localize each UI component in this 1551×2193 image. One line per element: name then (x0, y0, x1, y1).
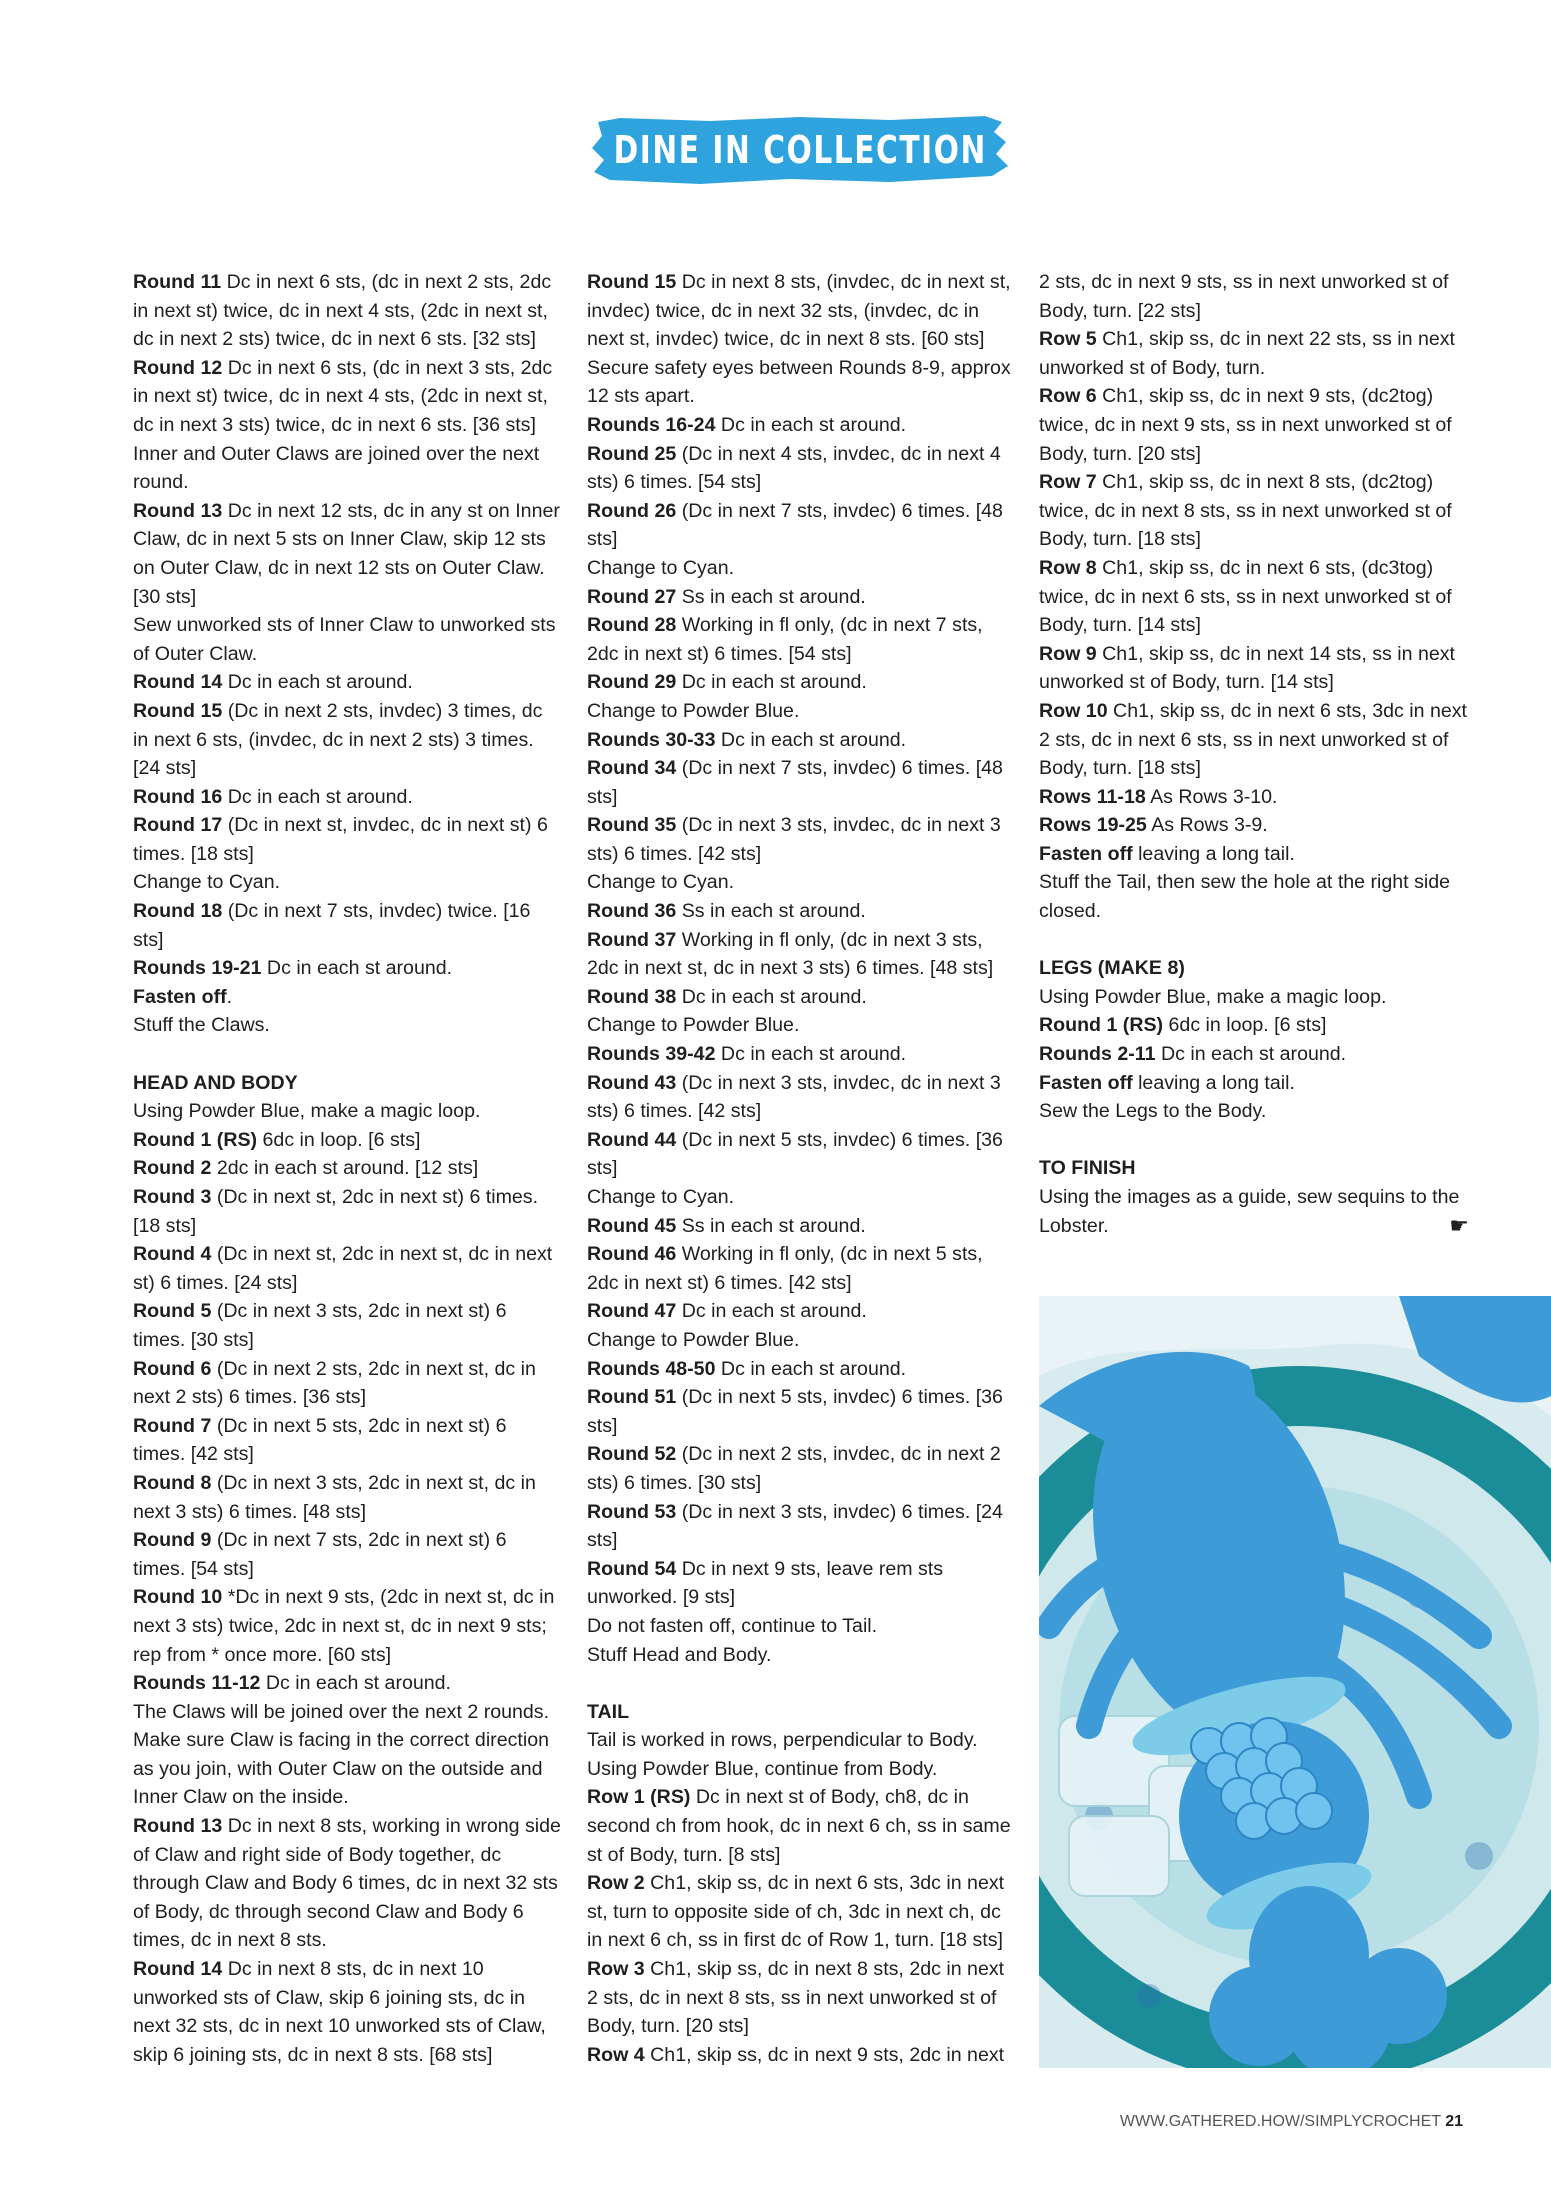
instruction-line (133, 1412, 563, 1469)
step-text: Using Powder Blue, make a magic loop. (133, 1100, 481, 1123)
step-text: Tail is worked in rows, perpendicular to Body. (587, 1729, 978, 1752)
step-text: Dc in each st around. (676, 985, 867, 1008)
instruction-line (587, 1240, 1017, 1297)
step-label: Rounds 48-50 (587, 1357, 716, 1380)
instruction-line (587, 497, 1017, 554)
instruction-line (1039, 697, 1469, 783)
step-text: Dc in each st around. (1155, 1043, 1347, 1066)
step-label: Row 6 (1039, 385, 1097, 408)
instruction-line (1039, 268, 1469, 325)
step-text: Dc in next 8 sts, (invdec, dc in next st, invdec) twice, dc in next 32 sts, (invdec, dc in next st, invdec) twice, dc in next 8 sts. [60 sts] (587, 271, 1011, 351)
step-label: Round 15 (133, 699, 223, 722)
instruction-line (1039, 983, 1469, 1012)
instruction-line (1039, 1011, 1469, 1040)
step-text: Stuff the Tail, then sew the hole at the right side closed. (1039, 871, 1451, 923)
instruction-line (587, 440, 1017, 497)
step-text: Dc in next 9 sts, leave rem sts unworked. [9 sts] (587, 1557, 944, 1609)
step-label: Round 34 (587, 757, 677, 780)
step-label: Round 38 (587, 985, 677, 1008)
step-label: Row 2 (587, 1872, 645, 1895)
step-text: Sew the Legs to the Body. (1039, 1100, 1267, 1123)
step-text: (Dc in next st, 2dc in next st, dc in next st) 6 times. [24 sts] (133, 1243, 553, 1294)
step-text: (Dc in next 4 sts, invdec, dc in next 4 sts) 6 times. [54 sts] (587, 442, 1001, 494)
instruction-line (587, 411, 1017, 440)
instruction-line (587, 1183, 1017, 1212)
step-text: Dc in each st around. (222, 671, 413, 694)
instruction-line (587, 1297, 1017, 1326)
instruction-line (587, 668, 1017, 697)
instruction-line (587, 1212, 1017, 1241)
instruction-line (133, 440, 563, 497)
instruction-line (587, 268, 1017, 354)
instruction-line (1039, 1097, 1469, 1126)
step-label: Round 11 (133, 271, 222, 293)
step-text: Inner and Outer Claws are joined over the next round. (133, 442, 540, 494)
step-text: (Dc in next st, 2dc in next st) 6 times. [18 sts] (133, 1186, 539, 1237)
step-text: (Dc in next 3 sts, 2dc in next st, dc in next 3 sts) 6 times. [48 sts] (133, 1471, 536, 1523)
step-text: Dc in each st around. (715, 413, 907, 436)
step-label: Round 4 (133, 1243, 212, 1266)
column-3 (1039, 268, 1469, 1240)
instruction-line (133, 811, 563, 868)
instruction-line (1039, 1183, 1469, 1240)
step-text: Change to Powder Blue. (587, 699, 800, 722)
step-label: Rounds 30-33 (587, 728, 716, 751)
step-label: Round 46 (587, 1243, 677, 1266)
step-label: Rounds 11-12 (133, 1672, 261, 1695)
step-label: Round 17 (133, 814, 223, 837)
instruction-line (587, 354, 1017, 411)
step-text: Ss in each st around. (676, 900, 866, 923)
step-text: Change to Cyan. (587, 1186, 735, 1208)
instruction-line (587, 983, 1017, 1012)
step-text: . (226, 985, 233, 1008)
instruction-line (587, 868, 1017, 897)
step-text: (Dc in next 5 sts, invdec) 6 times. [36 sts] (587, 1386, 1003, 1437)
instruction-line (1039, 868, 1469, 925)
section-heading: LEGS (MAKE 8) (1039, 957, 1185, 980)
step-text: (Dc in next 2 sts, 2dc in next st, dc in next 2 sts) 6 times. [36 sts] (133, 1357, 536, 1409)
instruction-line (133, 1698, 563, 1812)
instruction-line (587, 1955, 1017, 2041)
step-label: Round 6 (133, 1357, 212, 1380)
step-label: Round 18 (133, 900, 223, 923)
instruction-line (587, 1355, 1017, 1384)
instruction-line (587, 726, 1017, 755)
step-text: The Claws will be joined over the next 2 rounds. Make sure Claw is facing in the correct direction as you join, with Outer Claw on the outside and Inner Claw on the inside. (133, 1700, 550, 1809)
section-heading: HEAD AND BODY (133, 1071, 298, 1094)
instruction-line (1039, 840, 1469, 869)
instruction-line (1039, 811, 1469, 840)
instruction-line (587, 754, 1017, 811)
lobster-photo (1039, 1296, 1551, 2068)
banner-title: DINE IN COLLECTION (613, 128, 987, 172)
instruction-line (133, 354, 563, 440)
step-label: Row 3 (587, 1958, 645, 1981)
step-label: Round 26 (587, 499, 677, 522)
step-text: 6dc in loop. [6 sts] (1163, 1014, 1327, 1037)
step-label: Round 2 (133, 1157, 212, 1180)
instruction-line (587, 1440, 1017, 1497)
instruction-line (587, 554, 1017, 583)
instruction-line (133, 1812, 563, 1955)
step-text: Dc in next 12 sts, dc in any st on Inner Claw, dc in next 5 sts on Inner Claw, skip 12 sts on Outer Claw, dc in next 12 sts on Outer Claw. [30 sts] (133, 499, 560, 608)
step-text: 2dc in each st around. [12 sts] (211, 1157, 479, 1180)
step-label: Row 7 (1039, 471, 1097, 494)
step-label: Row 1 (RS) (587, 1786, 691, 1809)
step-text: Working in fl only, (dc in next 5 sts, 2dc in next st) 6 times. [42 sts] (587, 1243, 983, 1294)
step-label: Round 36 (587, 900, 677, 923)
pointing-hand-icon: ☛ (1449, 1212, 1469, 1238)
step-text: Using Powder Blue, continue from Body. (587, 1757, 938, 1780)
instruction-line (587, 1040, 1017, 1069)
instruction-line (1039, 382, 1469, 468)
step-text: (Dc in next 2 sts, invdec, dc in next 2 sts) 6 times. [30 sts] (587, 1443, 1001, 1494)
step-label: Round 12 (133, 356, 223, 379)
step-text: Change to Powder Blue. (587, 1328, 800, 1351)
paragraph-gap (1039, 1126, 1469, 1155)
step-label: Fasten off (133, 985, 227, 1008)
step-label: Row 9 (1039, 642, 1097, 665)
instruction-line (587, 1726, 1017, 1755)
step-text: *Dc in next 9 sts, (2dc in next st, dc in next 3 sts) twice, 2dc in next st, dc in next 9 sts; rep from * once more. [60 sts] (133, 1586, 555, 1666)
instruction-line (587, 611, 1017, 668)
instruction-line (133, 783, 563, 812)
instruction-line (133, 1240, 563, 1297)
step-text: (Dc in next 7 sts, invdec) twice. [16 sts] (133, 900, 531, 951)
step-text: Dc in next 8 sts, working in wrong side of Claw and right side of Body together, dc through Claw and Body 6 times, dc in next 32 sts of Body, dc through second Claw and Body 6 times, dc in next 8 sts. (133, 1815, 561, 1952)
step-text: Stuff Head and Body. (587, 1643, 772, 1666)
step-text: (Dc in next 2 sts, invdec) 3 times, dc in next 6 sts, (invdec, dc in next 2 sts) 3 times. [24 sts] (133, 699, 543, 780)
step-text: Ch1, skip ss, dc in next 6 sts, 3dc in next 2 sts, dc in next 6 sts, ss in next unworked st of Body, turn. [18 sts] (1039, 699, 1467, 780)
step-text: Using Powder Blue, make a magic loop. (1039, 985, 1387, 1008)
step-text: Dc in each st around. (261, 957, 453, 980)
step-label: Rounds 16-24 (587, 413, 716, 436)
step-text: Sew unworked sts of Inner Claw to unworked sts of Outer Claw. (133, 614, 556, 665)
step-label: Round 14 (133, 1958, 223, 1981)
step-label: Rows 19-25 (1039, 814, 1147, 837)
step-text: Dc in next 8 sts, dc in next 10 unworked sts of Claw, skip 6 joining sts, dc in next 32 sts, dc in next 10 unworked sts of Claw, skip 6 joining sts, dc in next 8 sts. [68 sts] (133, 1958, 546, 2066)
paragraph-gap (1039, 926, 1469, 955)
instruction-line (133, 497, 563, 611)
step-label: Round 27 (587, 585, 677, 608)
step-label: Round 3 (133, 1186, 212, 1208)
instruction-line (1039, 1040, 1469, 1069)
step-text: Dc in each st around. (715, 1043, 907, 1066)
instruction-line (587, 1612, 1017, 1641)
step-label: Round 35 (587, 814, 677, 837)
step-text: As Rows 3-9. (1146, 814, 1268, 837)
step-label: Rounds 2-11 (1039, 1043, 1156, 1066)
step-text: Ch1, skip ss, dc in next 6 sts, (dc3tog) twice, dc in next 6 sts, ss in next unworked st of Body, turn. [14 sts] (1039, 556, 1452, 637)
instruction-line (133, 697, 563, 783)
instruction-line (587, 1069, 1017, 1126)
instruction-line (133, 1297, 563, 1354)
step-text: (Dc in next 5 sts, invdec) 6 times. [36 sts] (587, 1128, 1003, 1180)
step-text: Ss in each st around. (676, 1214, 866, 1237)
column-2 (587, 268, 1017, 2069)
step-label: Rounds 19-21 (133, 957, 262, 980)
step-label: Round 13 (133, 499, 223, 522)
instruction-line (587, 2041, 1017, 2070)
step-label: Round 29 (587, 671, 677, 694)
step-text: Dc in each st around. (676, 1300, 867, 1323)
instruction-line (133, 897, 563, 954)
step-label: Round 52 (587, 1443, 677, 1466)
step-text: Working in fl only, (dc in next 3 sts, 2dc in next st, dc in next 3 sts) 6 times. [48 sts] (587, 928, 994, 980)
step-text: Dc in each st around. (260, 1672, 452, 1695)
instruction-line (133, 983, 563, 1012)
step-text: As Rows 3-10. (1145, 785, 1278, 808)
step-label: Round 28 (587, 614, 677, 637)
step-label: Round 13 (133, 1815, 223, 1838)
column-1 (133, 268, 563, 2069)
instruction-line (587, 811, 1017, 868)
step-text: Dc in each st around. (715, 728, 907, 751)
step-text: Ch1, skip ss, dc in next 22 sts, ss in next unworked st of Body, turn. (1039, 328, 1455, 379)
step-text: Change to Cyan. (587, 556, 735, 579)
step-label: Round 54 (587, 1557, 677, 1580)
step-label: Round 16 (133, 785, 223, 808)
paragraph-gap (587, 1669, 1017, 1698)
instruction-line (1039, 468, 1469, 554)
instruction-line (133, 668, 563, 697)
instruction-line (133, 954, 563, 983)
step-label: Round 37 (587, 928, 677, 951)
instruction-line (1039, 1069, 1469, 1098)
instruction-line (587, 926, 1017, 983)
step-text: Dc in each st around. (676, 671, 867, 694)
step-text: Change to Powder Blue. (587, 1014, 800, 1037)
instruction-line (587, 1755, 1017, 1784)
step-label: Round 45 (587, 1214, 677, 1237)
instruction-line (133, 1097, 563, 1126)
instruction-line (587, 1783, 1017, 1869)
paragraph-gap (133, 1040, 563, 1069)
step-text: Ch1, skip ss, dc in next 6 sts, 3dc in next st, turn to opposite side of ch, 3dc in next ch, dc in next 6 ch, ss in first dc of Row 1, turn. [18 sts] (587, 1872, 1005, 1952)
step-label: Round 15 (587, 271, 677, 293)
instruction-line (587, 1383, 1017, 1440)
step-label: Row 4 (587, 2043, 645, 2066)
step-label: Rows 11-18 (1039, 785, 1146, 808)
instruction-line (587, 897, 1017, 926)
step-text: Ch1, skip ss, dc in next 8 sts, (dc2tog) twice, dc in next 8 sts, ss in next unworked st of Body, turn. [18 sts] (1039, 471, 1452, 551)
step-label: Fasten off (1039, 1071, 1133, 1094)
step-label: Round 25 (587, 442, 677, 465)
step-text: (Dc in next 7 sts, invdec) 6 times. [48 sts] (587, 757, 1003, 808)
step-text: (Dc in next 7 sts, 2dc in next st) 6 times. [54 sts] (133, 1529, 507, 1580)
instruction-line (587, 1641, 1017, 1670)
instruction-line (587, 1869, 1017, 1955)
instruction-line (133, 611, 563, 668)
step-label: Round 44 (587, 1128, 677, 1151)
step-text: (Dc in next 7 sts, invdec) 6 times. [48 sts] (587, 499, 1003, 551)
step-text: (Dc in next 3 sts, invdec, dc in next 3 sts) 6 times. [42 sts] (587, 1071, 1001, 1123)
instruction-line (133, 1583, 563, 1669)
instruction-line (587, 697, 1017, 726)
instruction-line (587, 1126, 1017, 1183)
instruction-line (133, 868, 563, 897)
page-number: 21 (1445, 2113, 1463, 2130)
step-label: Round 1 (RS) (1039, 1014, 1164, 1037)
step-label: Row 8 (1039, 556, 1097, 579)
step-text: Dc in next st of Body, ch8, dc in second ch from hook, dc in next 6 ch, ss in same st of Body, turn. [8 sts] (587, 1786, 1011, 1866)
step-text: Dc in next 6 sts, (dc in next 2 sts, 2dc in next st) twice, dc in next 4 sts, (2dc in next st, dc in next 2 sts) twice, dc in next 6 sts. [32 sts] (133, 271, 552, 351)
instruction-line (133, 1469, 563, 1526)
step-label: Round 53 (587, 1500, 677, 1523)
step-text: Stuff the Claws. (133, 1014, 270, 1037)
instruction-line (133, 1183, 563, 1240)
step-label: Round 47 (587, 1300, 677, 1323)
instruction-line (587, 1326, 1017, 1355)
instruction-line (133, 1154, 563, 1183)
step-text: Using the images as a guide, sew sequins to the Lobster. (1039, 1186, 1460, 1237)
step-text: Dc in each st around. (222, 785, 413, 808)
step-text: (Dc in next 3 sts, invdec, dc in next 3 sts) 6 times. [42 sts] (587, 814, 1001, 865)
step-label: Round 5 (133, 1300, 212, 1323)
section-heading: TAIL (587, 1700, 630, 1723)
step-text: Change to Cyan. (133, 871, 281, 894)
step-label: Row 5 (1039, 328, 1097, 351)
instruction-line (1039, 554, 1469, 640)
step-text: 2 sts, dc in next 9 sts, ss in next unworked st of Body, turn. [22 sts] (1039, 271, 1449, 322)
section-heading: TO FINISH (1039, 1157, 1136, 1180)
instruction-line (587, 1555, 1017, 1612)
section-banner (590, 112, 1010, 188)
instruction-line (133, 1955, 563, 2069)
step-label: Row 10 (1039, 699, 1108, 722)
step-text: (Dc in next 5 sts, 2dc in next st) 6 times. [42 sts] (133, 1414, 507, 1466)
step-text: Ch1, skip ss, dc in next 8 sts, 2dc in next 2 sts, dc in next 8 sts, ss in next unworked st of Body, turn. [20 sts] (587, 1958, 1005, 2038)
instruction-line (1039, 783, 1469, 812)
step-text: Dc in next 6 sts, (dc in next 3 sts, 2dc in next st) twice, dc in next 4 sts, (2dc in next st, dc in next 3 sts) twice, dc in next 6 sts. [36 sts] (133, 356, 553, 436)
instruction-line (133, 268, 563, 354)
instruction-line (1039, 640, 1469, 697)
step-label: Rounds 39-42 (587, 1043, 716, 1066)
step-text: (Dc in next 3 sts, invdec) 6 times. [24 sts] (587, 1500, 1003, 1552)
step-text: Dc in each st around. (715, 1357, 907, 1380)
step-text: leaving a long tail. (1132, 1071, 1295, 1094)
instruction-line (133, 1669, 563, 1698)
instruction-line (1039, 325, 1469, 382)
step-label: Round 43 (587, 1071, 677, 1094)
step-text: (Dc in next st, invdec, dc in next st) 6 times. [18 sts] (133, 814, 548, 865)
step-text: Ch1, skip ss, dc in next 14 sts, ss in next unworked st of Body, turn. [14 sts] (1039, 642, 1455, 694)
step-label: Round 10 (133, 1586, 223, 1609)
step-text: 6dc in loop. [6 sts] (257, 1128, 421, 1151)
page-footer (1120, 2113, 1463, 2131)
instruction-line (133, 1011, 563, 1040)
step-label: Round 8 (133, 1471, 212, 1494)
step-text: Working in fl only, (dc in next 7 sts, 2dc in next st) 6 times. [54 sts] (587, 614, 983, 665)
step-label: Round 1 (RS) (133, 1128, 258, 1151)
step-text: (Dc in next 3 sts, 2dc in next st) 6 times. [30 sts] (133, 1300, 507, 1351)
instruction-line (133, 1355, 563, 1412)
step-label: Round 51 (587, 1386, 677, 1409)
step-label: Round 14 (133, 671, 223, 694)
instruction-line (587, 1011, 1017, 1040)
step-text: Secure safety eyes between Rounds 8-9, approx 12 sts apart. (587, 356, 1011, 408)
instruction-line (133, 1526, 563, 1583)
step-label: Round 9 (133, 1529, 212, 1552)
instruction-line (133, 1126, 563, 1155)
step-label: Fasten off (1039, 842, 1133, 865)
step-text: Change to Cyan. (587, 871, 735, 894)
instruction-line (587, 1498, 1017, 1555)
step-text: Ch1, skip ss, dc in next 9 sts, (dc2tog) twice, dc in next 9 sts, ss in next unworked st of Body, turn. [20 sts] (1039, 385, 1452, 465)
step-text: leaving a long tail. (1132, 842, 1295, 865)
step-label: Round 7 (133, 1414, 212, 1437)
step-text: Ch1, skip ss, dc in next 9 sts, 2dc in next (644, 2043, 1005, 2066)
footer-url: WWW.GATHERED.HOW/SIMPLYCROCHET (1119, 2113, 1441, 2130)
instruction-line (587, 583, 1017, 612)
step-text: Ss in each st around. (676, 585, 866, 608)
step-text: Do not fasten off, continue to Tail. (587, 1614, 878, 1637)
